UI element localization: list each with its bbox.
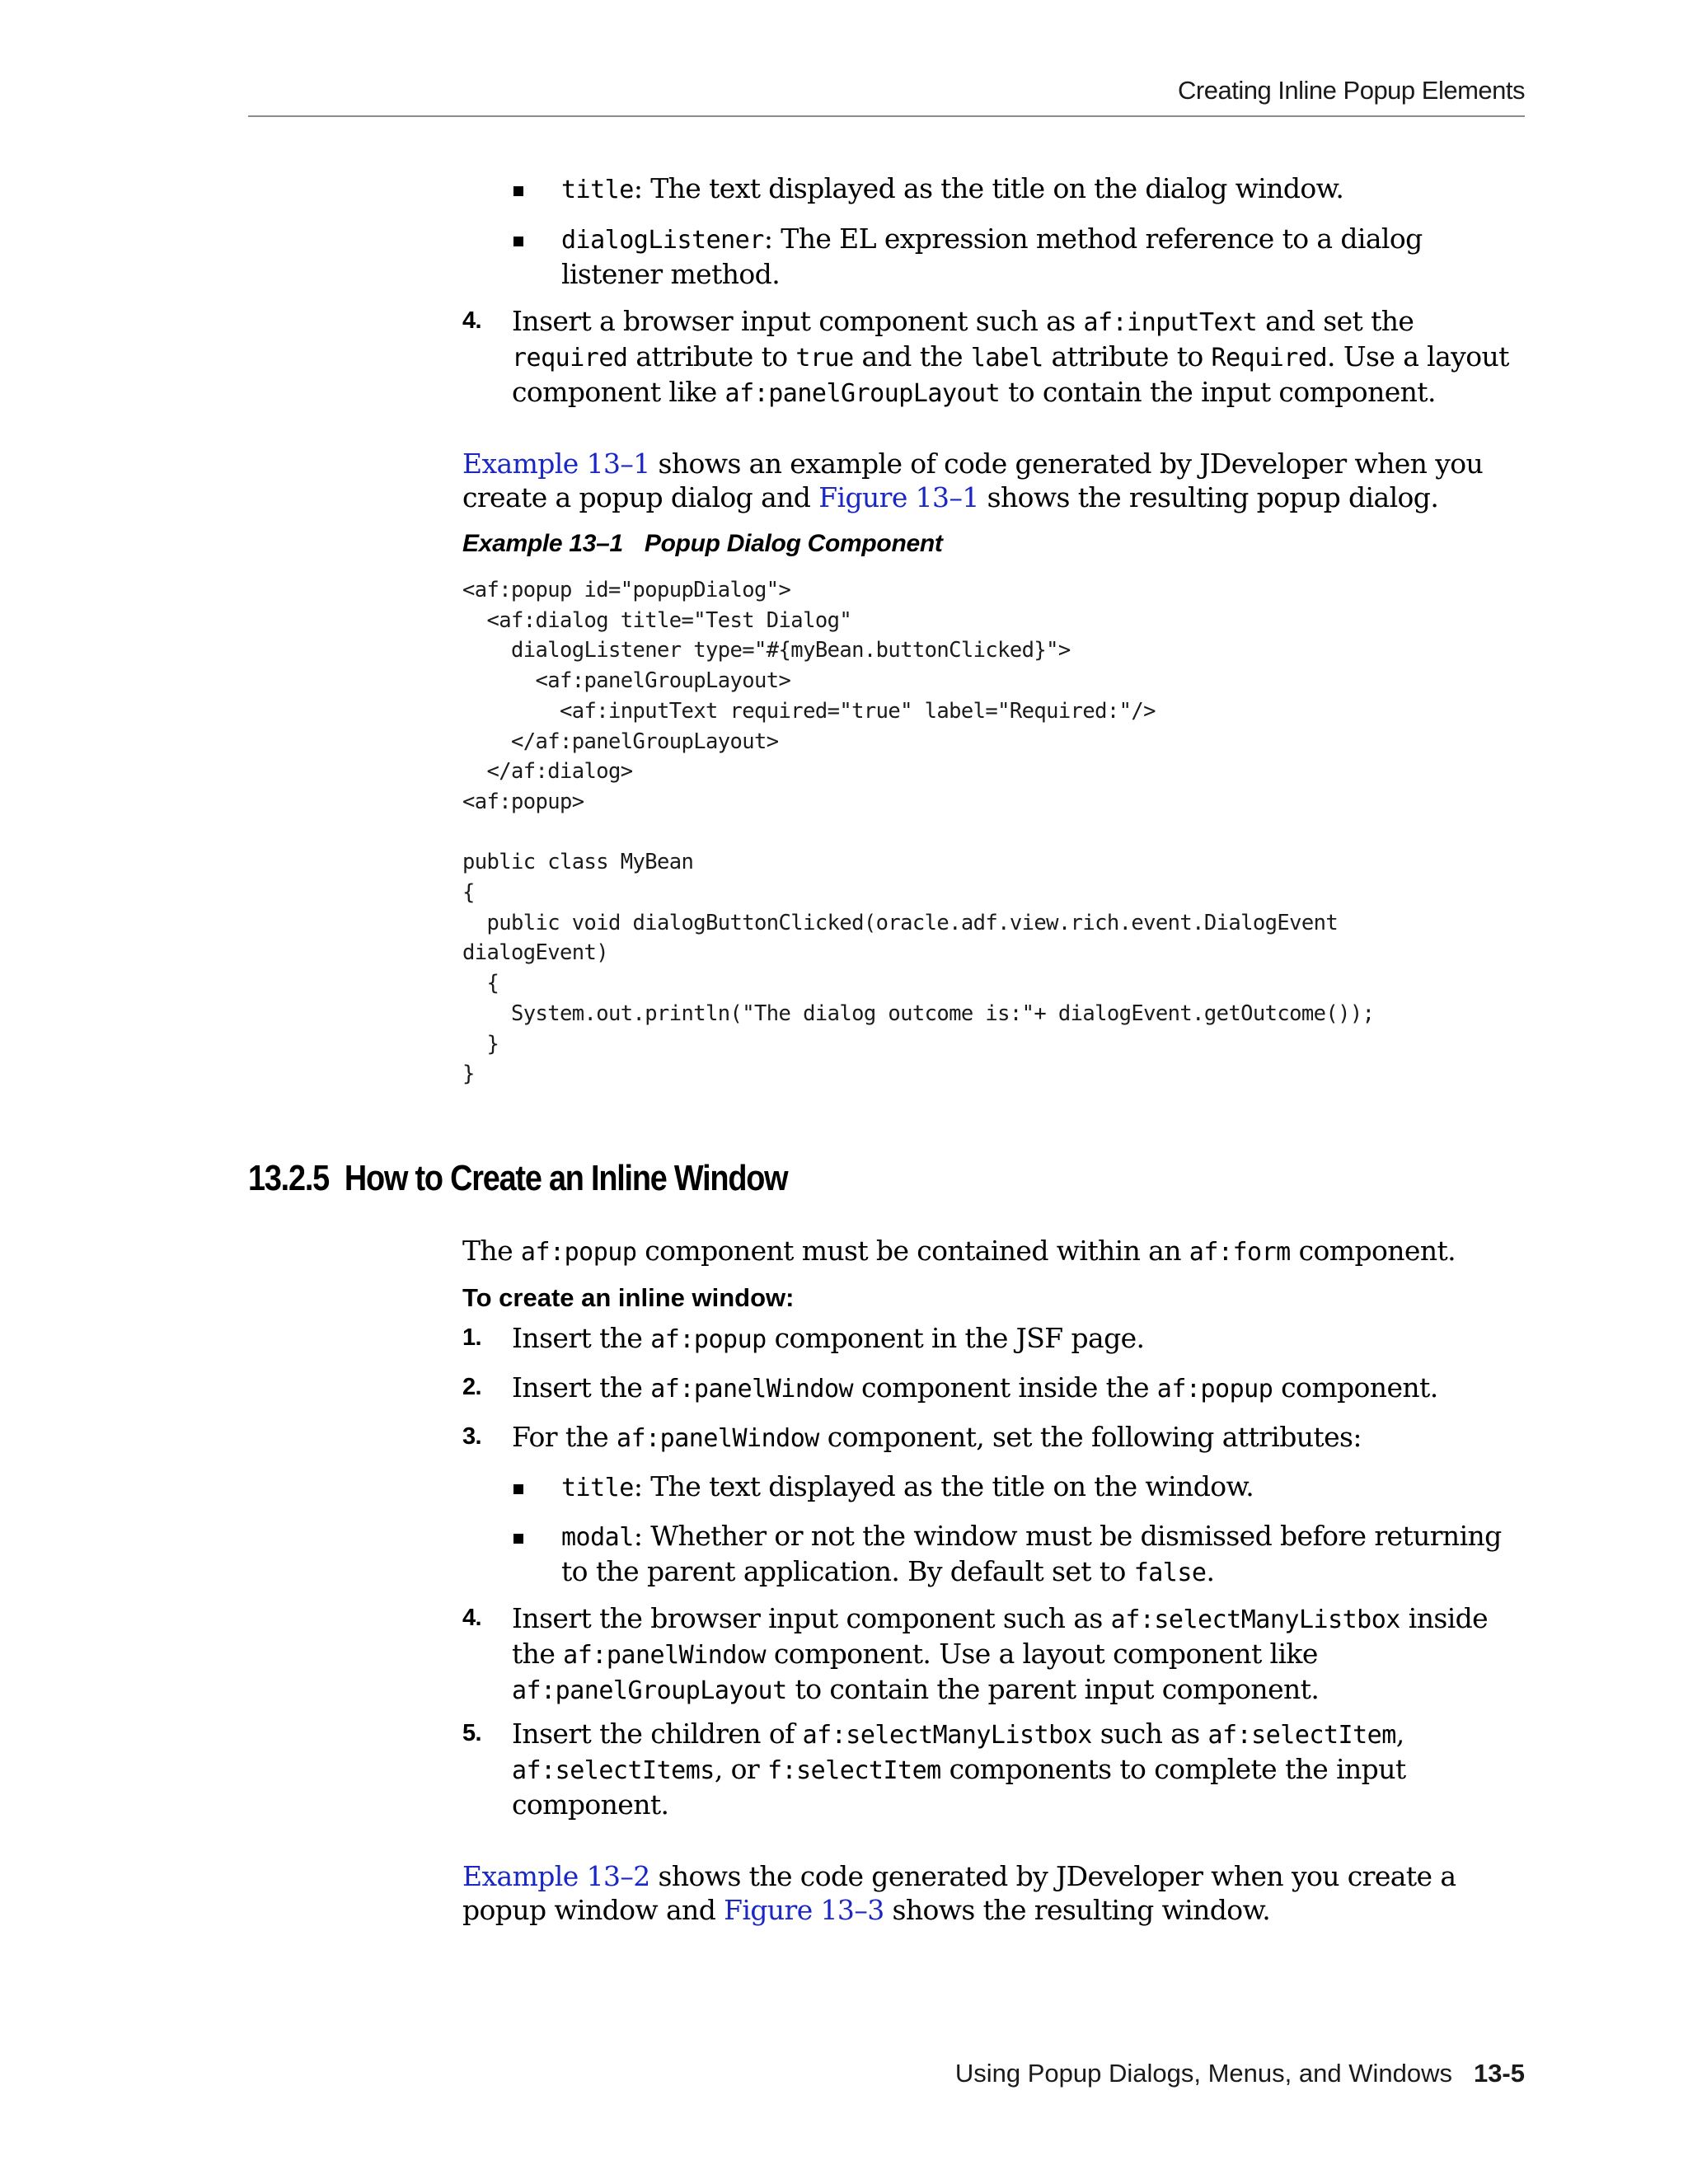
- bullet-square-icon: [513, 186, 523, 196]
- example-caption: Example 13–1 Popup Dialog Component: [462, 530, 943, 557]
- intro-paragraph: Example 13–1 shows an example of code generated by JDeveloper when you create a popup dialog and Figure 13–1 shows the resulting popup dialog.: [462, 448, 1484, 513]
- section-heading: 13.2.5 How to Create an Inline Window: [248, 1158, 788, 1198]
- document-page: Creating Inline Popup Elements title: The text displayed as the title on the dialog window. dialogListener: The EL expression method reference to a dialog listener method. 4. Insert a browser input component such as af:inputText and set the required attribute to true and the label attribute to Required. Use a layout component like af:panelGroupLayout to contain the input component. Example 13–1 shows an example of code generated by JDeveloper when you create a popup dialog and Figure 13–1 shows the resulting popup dialog. Example 13–1 Popup Dialog Component <af:popup id="popupDialog"> <af:dialog title="Test Dialog" dialogListener type="#{myBean.buttonClicked}"> <af:panelGroupLayout> <af:inputText required="true" label="Required:"/> </af:panelGroupLayout> </af:dialog> <af:popup> public class MyBean { public void dialogButtonClicked(oracle.adf.view.rich.event.DialogEvent dialogEvent) { System.out.println("The dialog outcome is:"+ dialogEvent.getOutcome()); } } 13.2.5 How to Create an Inline Window The af:popup component must be contained within an af:form component. To create an inline window: 1. Insert the af:popup component in the JSF page. 2. Insert the af:panelWindow component inside the af:popup component. 3. For the af:panelWindow component, set the following attributes: title: The text displayed as the title on the window. modal: Whether or not the window must be dismissed before returning to the parent application. By default set to false. 4. Insert the browser input component such as af:selectManyListbox inside the af:panelWindow component. Use a layout component like af:panelGroupLayout to contain the parent input component. 5. Insert the children of af:selectManyListbox such as af:selectItem, af:selectItems, or f:selectItem components to complete the input component. Example 13–2 shows the code generated by JDeveloper when you create a popup window and Figure 13–3 shows the resulting window. Using Popup Dialogs, Menus, and Windows 13-5: [248, 76, 1525, 2088]
- step-number: 1.: [462, 1324, 481, 1351]
- step-number: 4.: [462, 307, 481, 334]
- example-13-2-link[interactable]: Example 13–2: [462, 1860, 650, 1892]
- procedure-title: To create an inline window:: [462, 1283, 795, 1312]
- running-header: Creating Inline Popup Elements: [1178, 76, 1525, 105]
- code-listing: <af:popup id="popupDialog"> <af:dialog title="Test Dialog" dialogListener type="#{myBean.buttonClicked}"> <af:panelGroupLayout> <af:inputText required="true" label="Required:"/> </af:panelGroupLayout> </af:dialog> <af:popup> public class MyBean { public void dialogButtonClicked(oracle.adf.view.rich.event.DialogEvent dialogEvent) { System.out.println("The dialog outcome is:"+ dialogEvent.getOutcome()); } }: [462, 578, 1375, 1087]
- bullet-square-icon: [513, 237, 523, 246]
- header-rule: [248, 115, 1525, 117]
- bullet-square-icon: [513, 1484, 523, 1494]
- step-number: 4.: [462, 1605, 481, 1631]
- bullet-square-icon: [513, 1534, 523, 1544]
- step-number: 5.: [462, 1720, 481, 1746]
- figure-13-1-link[interactable]: Figure 13–1: [818, 481, 979, 513]
- section-lead-paragraph: The af:popup component must be contained within an af:form component.: [462, 1235, 1456, 1267]
- step-number: 3.: [462, 1423, 481, 1450]
- inline-code: title: [561, 176, 634, 204]
- step-number: 2.: [462, 1374, 481, 1400]
- figure-13-3-link[interactable]: Figure 13–3: [724, 1894, 884, 1926]
- footer-chapter-title: Using Popup Dialogs, Menus, and Windows: [954, 2059, 1452, 2088]
- running-footer: [248, 2059, 1525, 2088]
- inline-code: dialogListener: [561, 226, 764, 255]
- example-13-1-link[interactable]: Example 13–1: [462, 448, 650, 480]
- page-number: 13-5: [1473, 2059, 1525, 2088]
- closing-paragraph: Example 13–2 shows the code generated by JDeveloper when you create a popup window and Figure 13–3 shows the resulting window.: [462, 1860, 1456, 1926]
